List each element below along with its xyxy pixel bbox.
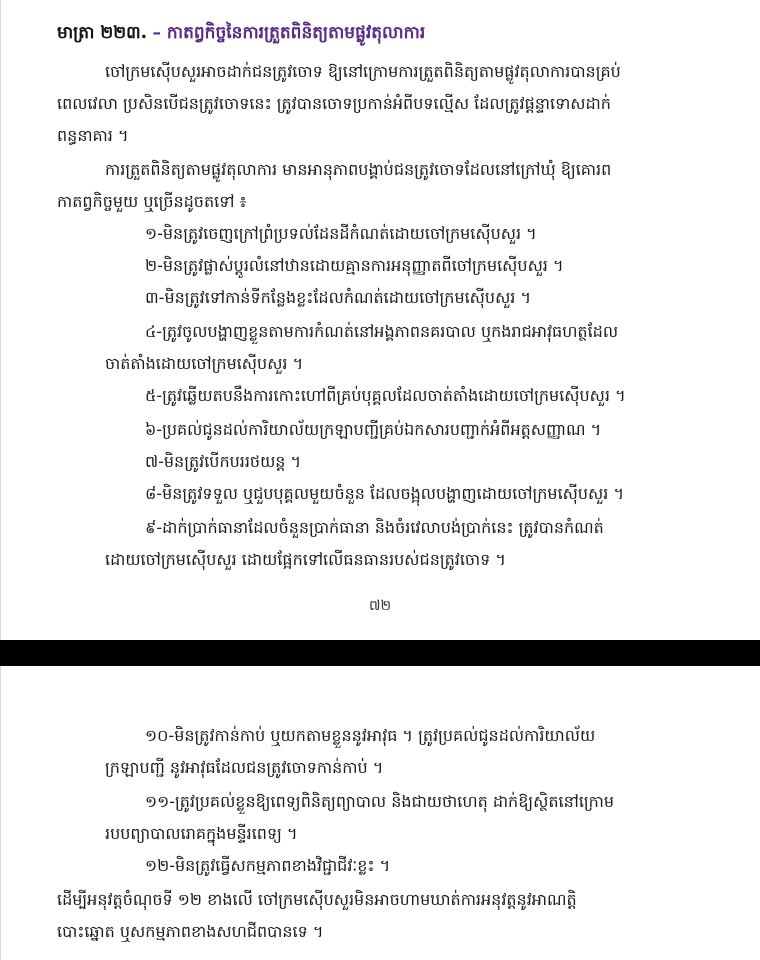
paragraph-line: ចៅក្រមស៊ើបសួរអាចដាក់ជនត្រូវចោទ ឱ្យនៅក្រោមការត្រួតពិនិត្យតាមផ្លូវតុលាការបានគ្រប់ bbox=[105, 62, 621, 81]
list-item: ៨-មិនត្រូវទទួល ឬជួបបុគ្គលមួយចំនួន ដែលចង្អុលបង្ហាញដោយចៅក្រមស៊ើបសួរ ។ bbox=[145, 484, 624, 503]
paragraph-line: ពេលវេលា ប្រសិនបើជនត្រូវចោទនេះ ត្រូវបានចោទប្រកាន់អំពីបទល្មើស ដែលត្រូវផ្តន្ទាទោសដាក់ bbox=[57, 94, 611, 113]
paragraph-line: បោះឆ្នោត ឬសកម្មភាពខាងសហជីពបានទេ ។ bbox=[57, 922, 324, 941]
paragraph-line: ការត្រួតពិនិត្យតាមផ្លូវតុលាការ មានអានុភាពបង្គាប់ជនត្រូវចោទដែលនៅក្រៅឃុំ ឱ្យគោរព bbox=[105, 160, 612, 179]
list-item-continued: របបព្យាបាលរោគក្នុងមន្ទីរពេទ្យ ។ bbox=[105, 824, 298, 843]
list-item-continued: ដោយចៅក្រមស៊ើបសួរ ដោយផ្អែកទៅលើធនធានរបស់ជនត្រូវចោទ ។ bbox=[105, 550, 506, 569]
paragraph-line: ពន្ធនាគារ ។ bbox=[57, 126, 129, 145]
list-item: ១-មិនត្រូវចេញក្រៅព្រំប្រទល់ដែនដីកំណត់ដោយចៅក្រមស៊ើបសួរ ។ bbox=[145, 224, 537, 243]
list-item-continued: ចាត់តាំងដោយចៅក្រមស៊ើបសួរ ។ bbox=[105, 354, 304, 373]
document-page-bottom bbox=[0, 666, 760, 960]
list-item: ៩-ដាក់ប្រាក់ធានាដែលចំនួនប្រាក់ធានា និងចំរវេលាបង់ប្រាក់នេះ ត្រូវបានកំណត់ bbox=[145, 518, 604, 537]
list-item-continued: ក្រឡាបញ្ជី នូវអាវុធដែលជនត្រូវចោទកាន់កាប់ ។ bbox=[105, 758, 384, 777]
list-item: ៤-ត្រូវចូលបង្ហាញខ្លួនតាមការកំណត់នៅអង្គភាពនគរបាល ឬកងរាជអាវុធហត្ថដែល bbox=[145, 322, 619, 341]
paragraph-line: ដើម្បីអនុវត្តចំណុចទី ១២ ខាងលើ ចៅក្រមស៊ើបសួរមិនអាចហាមឃាត់ការអនុវត្តនូវអាណត្តិ bbox=[57, 890, 577, 909]
article-heading bbox=[57, 20, 425, 46]
article-number: មាត្រា ២២៣. bbox=[57, 23, 148, 43]
list-item: ១១-ត្រូវប្រគល់ខ្លួនឱ្យពេទ្យពិនិត្យព្យាបាល និងជាយថាហេតុ ដាក់ឱ្យស្ថិតនៅក្រោម bbox=[145, 792, 615, 811]
list-item: ១០-មិនត្រូវកាន់កាប់ ឬយកតាមខ្លួននូវអាវុធ ។ ត្រូវប្រគល់ជូនដល់ការិយាល័យ bbox=[145, 726, 596, 745]
page-separator bbox=[0, 640, 760, 666]
list-item: ១២-មិនត្រូវធ្វើសកម្មភាពខាងវិជ្ជាជីវៈខ្លះ ។ bbox=[145, 856, 391, 875]
list-item: ៦-ប្រគល់ជូនដល់ការិយាល័យក្រឡាបញ្ជីគ្រប់ឯកសារបញ្ជាក់អំពីអត្តសញ្ញាណ ។ bbox=[145, 420, 602, 439]
list-item: ៥-ត្រូវឆ្លើយតបនឹងការកោះហៅពីគ្រប់បុគ្គលដែលចាត់តាំងដោយចៅក្រមស៊ើបសួរ ។ bbox=[145, 386, 626, 405]
list-item: ៧-មិនត្រូវបើកបររថយន្ត ។ bbox=[145, 452, 302, 471]
list-item: ៣-មិនត្រូវទៅកាន់ទីកន្លែងខ្លះដែលកំណត់ដោយចៅក្រមស៊ើបសួរ ។ bbox=[145, 288, 532, 307]
paragraph-line: កាតព្វកិច្ចមួយ ឬច្រើនដូចតទៅ ៖ bbox=[57, 192, 247, 211]
page-number: ៧២ bbox=[369, 598, 392, 614]
list-item: ២-មិនត្រូវផ្លាស់ប្តូរលំនៅឋានដោយគ្មានការអនុញ្ញាតពីចៅក្រមស៊ើបសួរ ។ bbox=[145, 256, 564, 275]
article-title: – កាតព្វកិច្ចនៃការត្រួតពិនិត្យតាមផ្លូវតុលាការ bbox=[152, 23, 426, 43]
